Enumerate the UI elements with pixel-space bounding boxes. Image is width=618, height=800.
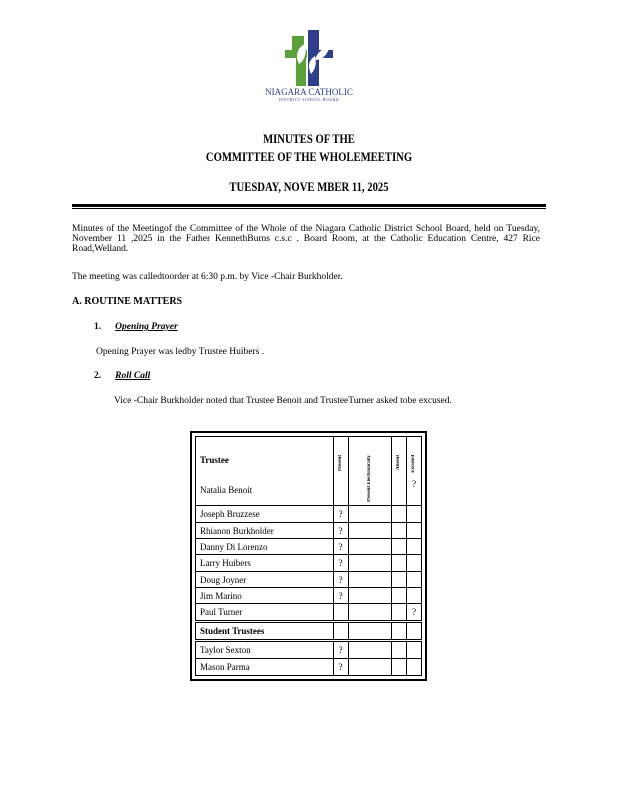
table-row <box>196 659 422 676</box>
column-header-present: Present <box>337 455 343 472</box>
trustee-name: Jim Marino <box>196 588 334 604</box>
attendance-mark: ? <box>412 478 417 489</box>
table-header-row <box>196 437 422 506</box>
attendance-mark: ? <box>333 588 348 604</box>
attendance-mark: ? <box>407 604 422 622</box>
table-row <box>196 506 422 523</box>
item-2-heading <box>94 371 150 381</box>
attendance-mark: ? <box>333 659 348 676</box>
title-line-1: MINUTES OF THE <box>263 131 355 146</box>
board-logo <box>262 30 356 110</box>
column-header-excused: Excused <box>411 455 417 473</box>
table-row <box>196 523 422 539</box>
table-row <box>196 641 422 659</box>
table-row <box>196 572 422 588</box>
intro-paragraph: Minutes of the Meetingof the Committee of the Whole of the Niagara Catholic District School Board, held on Tuesday, November 11 ,2025 in the Father KennethBurns c.s.c . Board Room, at the Catholic Education Centre, 427 Rice Road,Welland. <box>72 224 540 254</box>
attendance-mark: ? <box>333 641 348 659</box>
attendance-mark: ? <box>333 523 348 539</box>
attendance-mark: ? <box>333 506 348 523</box>
item-2-number: 2. <box>94 371 102 381</box>
header-rule-thick <box>72 204 546 207</box>
section-a-heading: A. ROUTINE MATTERS <box>72 296 183 307</box>
attendance-mark: ? <box>333 572 348 588</box>
trustee-name: Danny Di Lorenzo <box>196 539 334 555</box>
attendance-mark: ? <box>333 539 348 555</box>
table-row <box>196 588 422 604</box>
trustee-name: Larry Huibers <box>196 555 334 572</box>
attendance-mark: ? <box>333 555 348 572</box>
item-2-title: Roll Call <box>115 371 151 381</box>
column-header-absent: Absent <box>396 455 402 471</box>
table-row <box>196 539 422 555</box>
table-row <box>196 555 422 572</box>
logo-name: NIAGARA CATHOLIC <box>265 87 353 97</box>
item-2-text: Vice -Chair Burkholder noted that Trustee Benoit and TrusteeTurner asked tobe excused. <box>114 396 452 406</box>
trustee-name: Natalia Benoit <box>200 485 253 495</box>
logo-subtitle: DISTRICT SCHOOL BOARD <box>278 97 340 102</box>
student-trustee-name: Taylor Sexton <box>196 641 334 659</box>
title-line-2: COMMITTEE OF THE WHOLEMEETING <box>205 149 413 164</box>
column-header-present-electronically: Present Electronically <box>366 455 372 502</box>
trustee-name: Rhianon Burkholder <box>196 523 334 539</box>
table-row <box>196 604 422 622</box>
item-1-heading <box>94 322 178 332</box>
student-trustees-header-row <box>196 622 422 641</box>
student-trustee-name: Mason Parma <box>196 659 334 676</box>
trustee-column-header: Trustee <box>200 455 229 465</box>
meeting-called-text: The meeting was calledtoorder at 6:30 p.m. by Vice -Chair Burkholder. <box>72 272 343 282</box>
student-trustees-header: Student Trustees <box>196 622 334 641</box>
roll-call-table <box>190 431 427 681</box>
trustee-name: Doug Joyner <box>196 572 334 588</box>
header-rule-thin <box>72 208 546 209</box>
trustee-name: Paul Turner <box>196 604 334 622</box>
item-1-title: Opening Prayer <box>115 322 178 332</box>
cross-logo-icon <box>285 30 333 86</box>
meeting-date: TUESDAY, NOVE MBER 11, 2025 <box>229 179 389 194</box>
item-1-text: Opening Prayer was ledby Trustee Huibers . <box>96 347 265 357</box>
trustee-name: Joseph Bruzzese <box>196 506 334 523</box>
item-1-number: 1. <box>94 322 102 332</box>
